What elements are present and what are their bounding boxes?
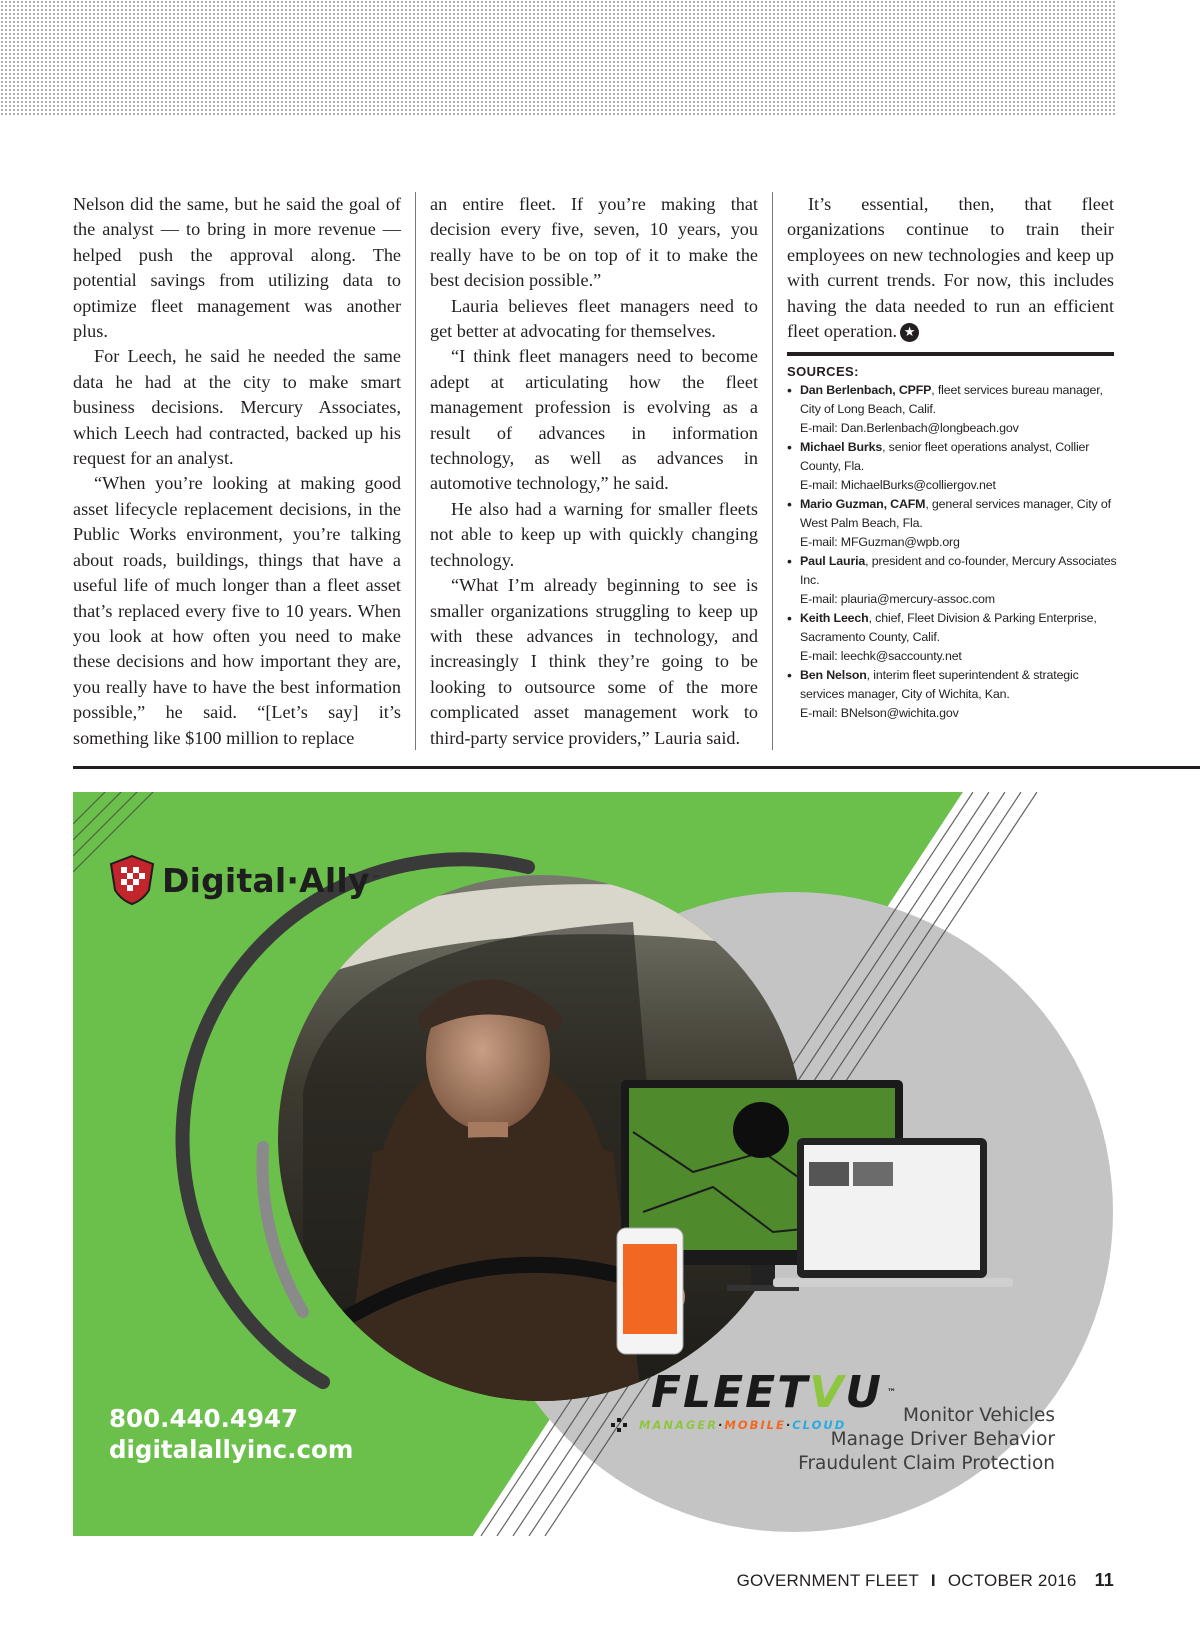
source-description: , chief, Fleet Division & Parking Enterprise, Sacramento County, Calif.	[800, 611, 1097, 644]
sources-heading: SOURCES:	[787, 364, 859, 379]
paragraph: an entire fleet. If you’re making that decision every five, seven, 10 years, you really have to be on top of it to make the best decision possible.”	[430, 194, 758, 291]
fleetvu-trademark: ™	[887, 1388, 899, 1398]
digital-ally-advertisement	[73, 792, 1115, 1536]
source-email: E-mail: Dan.Berlenbach@longbeach.gov	[800, 421, 1019, 435]
source-entry	[787, 666, 1117, 723]
source-entry	[787, 438, 1117, 495]
source-name: Ben Nelson	[800, 668, 867, 682]
paragraph: “What I’m already beginning to see is smaller organizations struggling to keep up with these advances in technology, and increasingly I think they’re going to be looking to outsource some of the more complicated asset management work to third-party service providers,” Lauria said.	[430, 575, 758, 748]
paragraph: For Leech, he said he needed the same data he had at the city to make smart business decisions. Mercury Associates, which Leech had contracted, backed up his request for an analyst.	[73, 346, 401, 469]
ad-feature-list	[798, 1404, 1055, 1476]
feature-item: Manage Driver Behavior	[830, 1429, 1055, 1450]
shield-logo-icon	[109, 854, 155, 906]
source-name: Michael Burks	[800, 440, 883, 454]
paragraph: “When you’re looking at making good asset lifecycle replacement decisions, in the Public Works environment, you’re talking about roads, buildings, things that have a useful life of much longer than a fleet asset that’s replaced every five to 10 years. When you look at how often you need to make these decisions and how important they are, you really have to have the best information possible,” he said. “[Let’s say] it’s something like $100 million to replace	[73, 473, 401, 748]
source-name: Dan Berlenbach, CPFP	[800, 383, 932, 397]
ad-website: digitalallyinc.com	[109, 1435, 354, 1464]
source-email: E-mail: plauria@mercury-assoc.com	[800, 592, 995, 606]
source-entry	[787, 381, 1117, 438]
paragraph-text: It’s essential, then, that fleet organizations continue to train their employees on new technologies and keep up with current trends. For now, this includes having the data needed to run an efficient fleet operation.	[787, 194, 1114, 342]
source-name: Mario Guzman, CAFM	[800, 497, 926, 511]
source-name: Keith Leech	[800, 611, 869, 625]
page-footer	[737, 1570, 1114, 1591]
paragraph: “I think fleet managers need to become adept at articulating how the fleet management profession is evolving as a result of advances in information technology, as well as advances in automotive technology,” he said.	[430, 346, 758, 494]
digital-ally-logo	[109, 854, 381, 906]
ad-top-rule	[73, 766, 1200, 769]
source-name: Paul Lauria	[800, 554, 866, 568]
brand-name: Digital·Ally	[162, 860, 370, 900]
source-entry	[787, 552, 1117, 609]
footer-separator: I	[930, 1570, 936, 1590]
tagline-separator: ·	[718, 1418, 725, 1432]
paragraph: Lauria believes fleet managers need to get better at advocating for themselves.	[430, 295, 758, 342]
tagline-mobile: MOBILE	[724, 1418, 786, 1432]
article-column-3	[787, 192, 1114, 344]
fleetvu-v: V	[809, 1367, 846, 1418]
article-column-2	[430, 192, 758, 751]
source-email: E-mail: leechk@saccounty.net	[800, 649, 962, 663]
paragraph: He also had a warning for smaller fleets not able to keep up with quickly changing technology.	[430, 498, 758, 570]
sources-box	[787, 362, 1117, 723]
source-email: E-mail: BNelson@wichita.gov	[800, 706, 959, 720]
source-description: , general services manager, City of West Palm Beach, Fla.	[800, 497, 1111, 530]
fleetvu-prefix: FLEET	[651, 1367, 810, 1418]
column-divider	[772, 192, 773, 750]
source-description: , senior fleet operations analyst, Collier County, Fla.	[800, 440, 1090, 473]
source-email: E-mail: MichaelBurks@colliergov.net	[800, 478, 996, 492]
sources-rule	[787, 352, 1114, 356]
source-description: , fleet services bureau manager, City of Long Beach, Calif.	[800, 383, 1103, 416]
tagline-cloud: CLOUD	[792, 1418, 847, 1432]
end-mark-star-icon: ★	[900, 323, 919, 342]
halftone-header-band	[0, 0, 1116, 116]
fleetvu-suffix: U	[845, 1367, 884, 1418]
feature-item: Fraudulent Claim Protection	[798, 1453, 1055, 1474]
paragraph-final	[787, 192, 1114, 344]
source-description: , interim fleet superintendent & strategic services manager, City of Wichita, Kan.	[800, 668, 1079, 701]
paragraph: Nelson did the same, but he said the goal of the analyst — to bring in more revenue — helped push the approval along. The potential savings from utilizing data to optimize fleet management was another plus.	[73, 194, 401, 342]
brand-trademark: ™	[371, 875, 381, 885]
fleetvu-dots-icon	[611, 1418, 633, 1432]
article-column-1	[73, 192, 401, 751]
tagline-separator: ·	[785, 1418, 793, 1432]
source-entry	[787, 609, 1117, 666]
sources-list	[787, 381, 1117, 723]
feature-item: Monitor Vehicles	[902, 1405, 1055, 1426]
column-divider	[415, 192, 416, 750]
publication-name: GOVERNMENT FLEET	[736, 1570, 919, 1590]
source-email: E-mail: MFGuzman@wpb.org	[800, 535, 960, 549]
source-description: , president and co-founder, Mercury Associates Inc.	[800, 554, 1117, 587]
issue-date: OCTOBER 2016	[947, 1570, 1077, 1590]
tagline-manager: MANAGER	[639, 1418, 719, 1432]
source-entry	[787, 495, 1117, 552]
ad-phone-number: 800.440.4947	[109, 1404, 299, 1433]
page-number: 11	[1094, 1570, 1114, 1590]
